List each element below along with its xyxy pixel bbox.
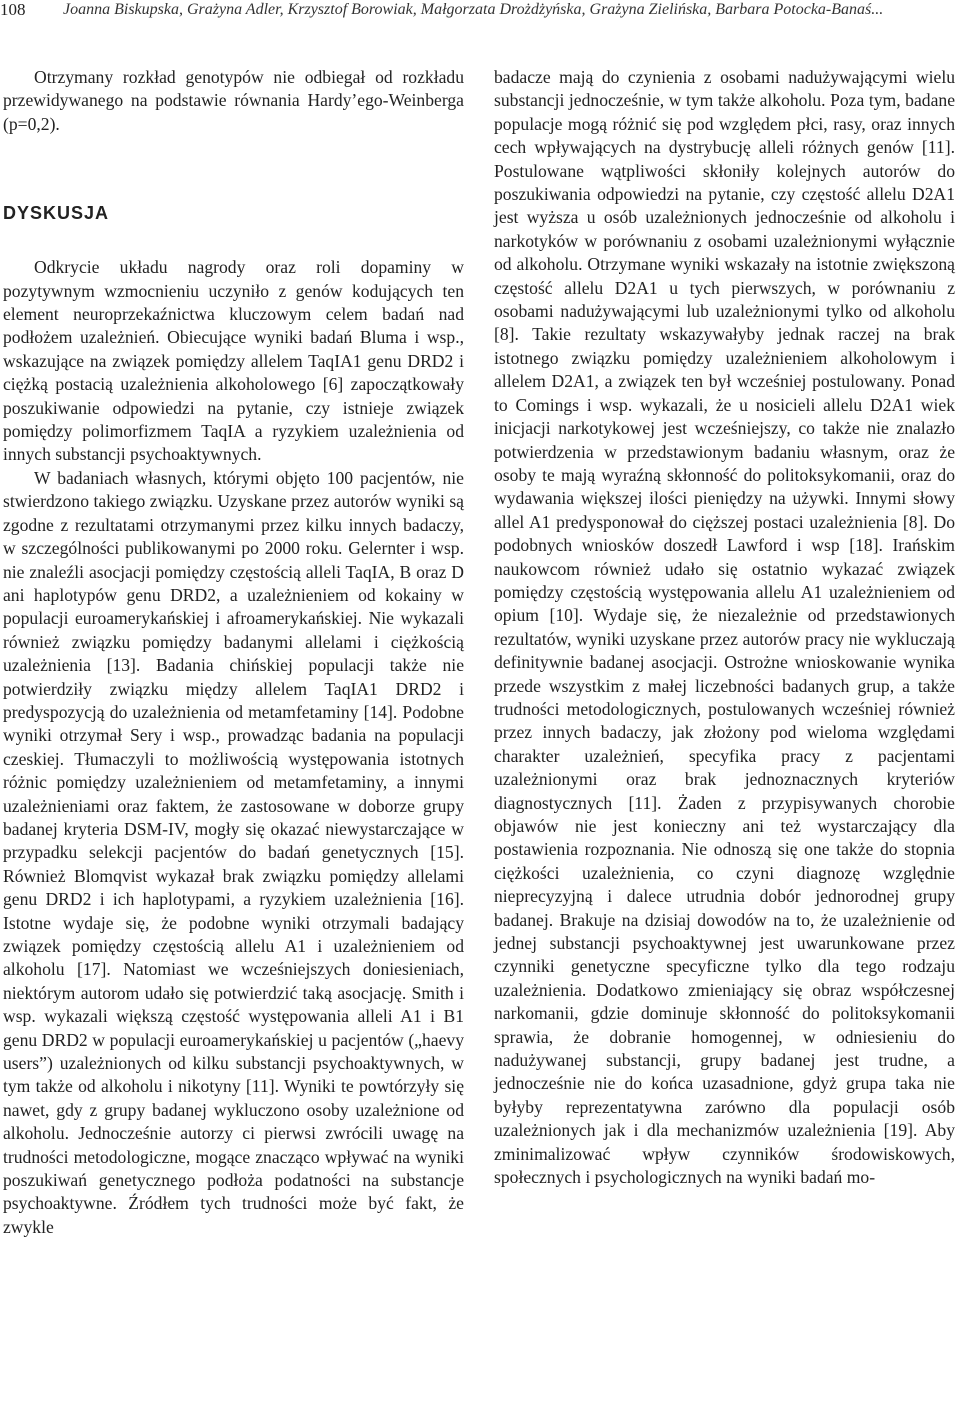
right-column — [494, 66, 955, 1190]
results-paragraph: Otrzymany rozkład genotypów nie odbiegał od rozkładu przewidywanego na podstawie równania Hardy’ego-Weinberga (p=0,2). — [3, 67, 464, 134]
discussion-paragraph-1: Odkrycie układu nagrody oraz roli dopaminy w pozytywnym wzmocnieniu uczyniło z genów kodujących ten element neuroprzekaźnictwa kluczowym celem badań nad podłożem uzależnień. Obiecujące wyniki badań Bluma i wsp., wskazujące na związek pomiędzy allelem TaqIA1 genu DRD2 i ciężką postacią uzależnienia alkoholowego [6] zapoczątkowały poszukiwanie odpowiedzi na pytanie, czy istnieje związek pomiędzy polimorfizmem TaqIA a ryzykiem uzależnienia od innych substancji psychoaktywnych. — [3, 257, 464, 465]
discussion-paragraph-continued: badacze mają do czynienia z osobami nadużywającymi wielu substancji jednocześnie, w tym także alkoholu. Poza tym, badane populacje mogą różnić się pod względem płci, rasy, oraz innych cech wpływających na dystrybucję alleli różnych genów [11]. Postulowane wątpliwości skłoniły kolejnych autorów do poszukiwania odpowiedzi na pytanie, czy częstość allelu D2A1 jest wyższa u osób uzależnionych jednocześnie od alkoholu i narkotyków w porównaniu z osobami uzależnionymi wyłącznie od alkoholu. Otrzymane wyniki wskazały na istotnie zwiększoną częstość allelu D2A1 u tych pierwszych, w porównaniu z osobami nadużywającymi lub uzależnionymi tylko od alkoholu [8]. Takie rezultaty wskazywałyby jednak raczej na brak istotnego związku pomiędzy uzależnieniem alkoholowym i allelem D2A1, a związek ten był wcześniej postulowany. Ponad to Comings i wsp. wykazali, że u nosicieli allelu D2A1 wiek inicjacji narkotykowej jest wcześniejszy, co także nie znalazło potwierdzenia w przedstawionym badaniu własnym, oraz że osoby te mają wyraźną skłonność do politoksykomanii, oraz do wydawania większej ilości pieniędzy na używki. Innymi słowy allel A1 predysponował do cięższej postaci uzależnienia [8]. Do podobnych wniosków doszedł Lawford i wsp [18]. Irańskim naukowcom również udało się ostatnio wykazać związek pomiędzy częstością występowania allelu A1 uzależnieniem od opium [10]. Wydaje się, że niezależnie od przedstawionych rezultatów, wyniki uzyskane przez autorów pracy nie wykluczają definitywnie badanej asocjacji. Ostrożne wnioskowanie wynika przede wszystkim z małej liczebności badanych grup, a także trudności metodologicznych, postulowanych wcześniej również przez innych badaczy, jak złożony pod wieloma względami charakter uzależnień, specyfika pracy z pacjentami uzależnionymi oraz brak jednoznacznych kryteriów diagnostycznych [11]. Żaden z przypisywanych chorobie objawów nie jest konieczny ani też wystarczający dla postawienia rozpoznania. Nie odnoszą się one także do stopnia ciężkości uzależnienia, co czyni diagnozę względnie nieprecyzyjną i dalece utrudnia dobór jednorodnej grupy badanej. Brakuje na dzisiaj dowodów na to, że uzależnienie od jednej substancji psychoaktywnej jest uwarunkowane przez czynniki genetyczne specyficzne tylko dla tego rodzaju uzależnienia. Dodatkowo zmieniający się obraz współczesnej narkomanii, gdzie dominuje skłonność do politoksykomanii sprawia, że dobranie homogennej, w odniesieniu do nadużywanej substancji, grupy badanej jest trudne, a jednocześnie nie do końca uzasadnione, gdyż grupa taka nie byłyby reprezentatywna zarówno dla populacji osób uzależnionych jak i dla mechanizmów uzależnienia [19]. Aby zminimalizować wpływ czynników środowiskowych, społecznych i psychologicznych na wyniki badań mo- — [494, 67, 955, 1188]
author-list: Joanna Biskupska, Grażyna Adler, Krzysztof Borowiak, Małgorzata Drożdżyńska, Grażyna Zielińska, Barbara Potocka-Banaś... — [63, 1, 884, 18]
section-heading-discussion: DYSKUSJA — [3, 203, 110, 224]
left-column — [3, 66, 464, 1239]
discussion-paragraph-2: W badaniach własnych, którymi objęto 100 pacjentów, nie stwierdzono takiego związku. Uzyskane przez autorów wyniki są zgodne z rezultatami otrzymanymi przez kilku innych badaczy, w szczególności publikowanymi po 2000 roku. Gelernter i wsp. nie znaleźli asocjacji pomiędzy częstością alleli TaqIA, B oraz D ani haplotypów genu DRD2, a uzależnieniem od kokainy w populacji euroamerykańskiej i afroamerykańskiej. Nie wykazali również związku pomiędzy badanymi allelami i ciężkością uzależnienia [13]. Badania chińskiej populacji także nie potwierdziły związku między allelem TaqIA1 DRD2 i predyspozycją do uzależnienia od metamfetaminy [14]. Podobne wyniki otrzymał Sery i wsp., prowadząc badania na populacji czeskiej. Tłumaczyli to możliwością występowania istotnych różnic pomiędzy uzależnieniem od metamfetaminy, a innymi uzależnieniami oraz faktem, że zastosowane w doborze grupy badanej kryteria DSM-IV, mogły się okazać niewystarczające w przypadku selekcji pacjentów do badań genetycznych [15]. Również Blomqvist wykazał brak związku pomiędzy allelami genu DRD2 i ich haplotypami, a ryzykiem uzależnienia [16]. Istotne wydaje się, że podobne wyniki otrzymali badający związek pomiędzy częstością allelu A1 i uzależnieniem od alkoholu [17]. Natomiast we wcześniejszych doniesieniach, niektórym autorom udało się potwierdzić taką asocjację. Smith i wsp. wykazali większą częstość występowania alleli A1 i B1 genu DRD2 w populacji euroamerykańskiej u pacjentów („haevy users”) uzależnionych od kilku substancji psychoaktywnych, w tym także od alkoholu i nikotyny [11]. Wyniki te powtórzyły się nawet, gdy z grupy badanej wykluczono osoby uzależnione od alkoholu. Jednocześnie autorzy ci pierwsi zwrócili uwagę na trudności metodologiczne, mogące znacząco wpływać na wyniki poszukiwań genetycznego podłoża podatności na substancje psychoaktywne. Źródłem tych trudności może być fakt, że zwykle — [3, 467, 464, 1237]
page-number: 108 — [0, 0, 26, 19]
running-header — [0, 0, 960, 22]
